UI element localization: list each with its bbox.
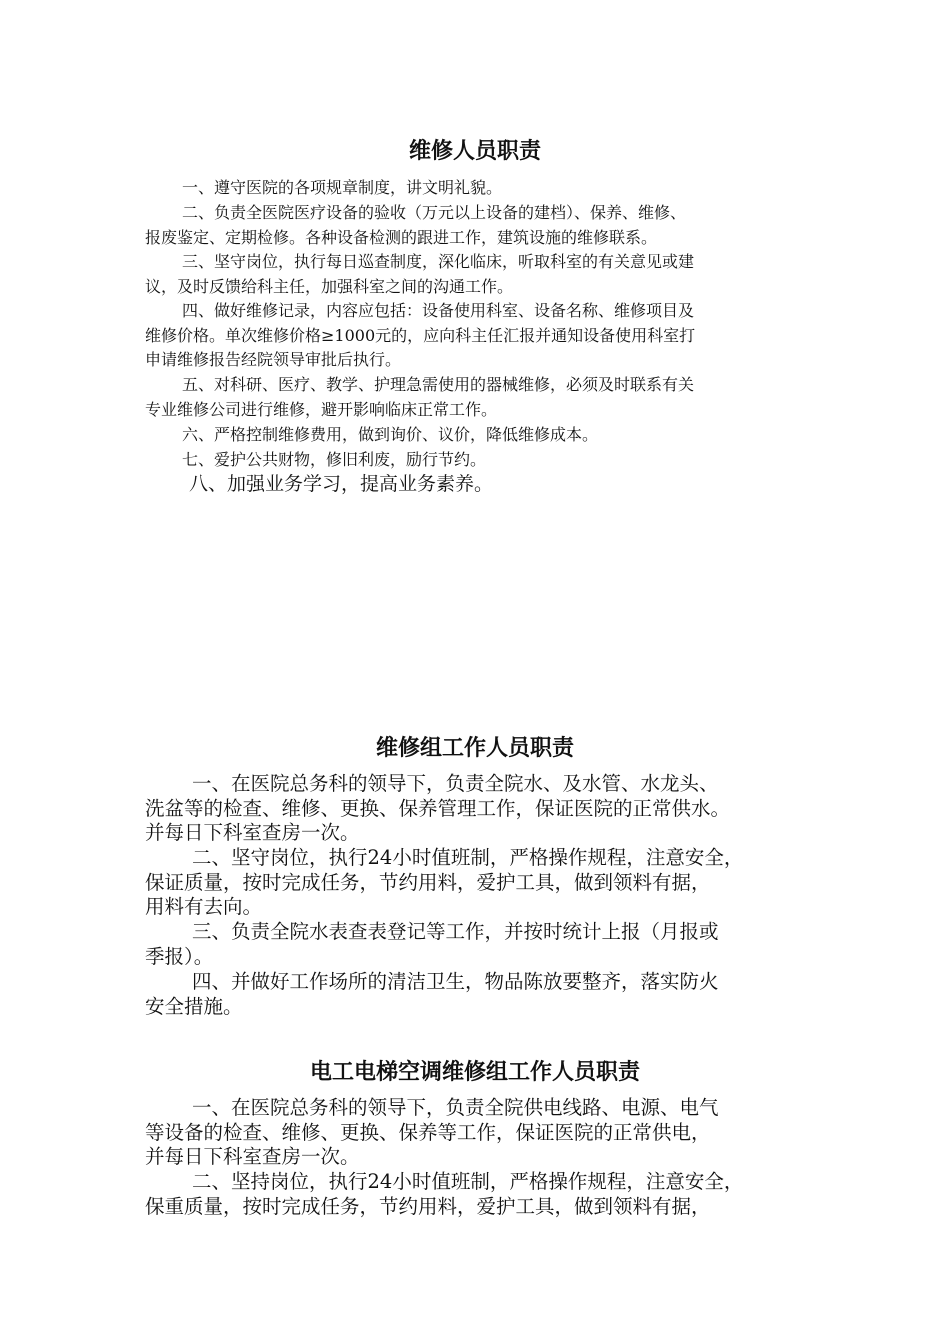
text-line: 申请维修报告经院领导审批后执行。	[145, 350, 402, 369]
text-line: 等设备的检查、维修、更换、保养等工作，保证医院的正常供电，	[145, 1120, 711, 1144]
text-line: 用料有去向。	[145, 895, 263, 918]
text-line: 三、负责全院水表查表登记等工作，并按时统计上报（月报或	[192, 920, 719, 943]
text-line: 维修价格。单次维修价格≥1000元的，应向科主任汇报并通知设备使用科室打	[145, 325, 696, 345]
paragraph-4	[145, 970, 825, 1019]
text-line: 议，及时反馈给科主任，加强科室之间的沟通工作。	[145, 276, 514, 296]
section-title: 维修组工作人员职责	[375, 736, 574, 761]
text-line: 七、爱护公共财物，修旧利废，励行节约。	[182, 450, 487, 469]
section-title: 电工电梯空调维修组工作人员职责	[309, 1060, 640, 1085]
text-line: 六、严格控制维修费用，做到询价、议价，降低维修成本。	[182, 425, 599, 444]
text-line: 专业维修公司进行维修，避开影响临床正常工作。	[145, 399, 498, 419]
text-line: 保证质量，按时完成任务，节约用料，爱护工具，做到领料有据，	[145, 870, 711, 894]
text-line: 二、坚持岗位，执行24小时值班制，严格操作规程，注意安全，	[192, 1170, 744, 1193]
text-line: 安全措施。	[145, 994, 243, 1018]
paragraph-4	[145, 299, 825, 373]
paragraph-5	[145, 373, 825, 422]
text-line: 二、负责全医院医疗设备的验收（万元以上设备的建档）、保养、维修、	[182, 203, 687, 222]
text-line: 一、在医院总务科的领导下，负责全院水、及水管、水龙头、	[192, 772, 719, 795]
text-line: 八、加强业务学习，提高业务素养。	[189, 473, 494, 495]
paragraph-2	[145, 846, 825, 920]
text-line: 二、坚守岗位，执行24小时值班制，严格操作规程，注意安全，	[192, 846, 744, 869]
paragraph-1	[145, 772, 825, 846]
text-line: 一、在医院总务科的领导下，负责全院供电线路、电源、电气	[192, 1096, 719, 1119]
text-line: 报废鉴定、定期检修。各种设备检测的跟进工作，建筑设施的维修联系。	[145, 227, 658, 247]
text-line: 保重质量，按时完成任务，节约用料，爱护工具，做到领料有据，	[145, 1194, 711, 1218]
text-line: 并每日下科室查房一次。	[145, 1145, 360, 1168]
paragraph-1	[145, 176, 825, 201]
text-line: 并每日下科室查房一次。	[145, 821, 360, 844]
text-line: 一、遵守医院的各项规章制度，讲文明礼貌。	[182, 178, 503, 197]
text-line: 五、对科研、医疗、教学、护理急需使用的器械维修，必须及时联系有关	[182, 375, 695, 394]
paragraph-3	[145, 920, 825, 969]
text-line: 季报）。	[145, 944, 214, 968]
text-line: 三、坚守岗位，执行每日巡查制度，深化临床，听取科室的有关意见或建	[182, 252, 695, 271]
paragraph-1	[145, 1096, 825, 1170]
text-line: 四、做好维修记录，内容应包括：设备使用科室、设备名称、维修项目及	[182, 301, 695, 320]
text-line: 洗盆等的检查、维修、更换、保养管理工作，保证医院的正常供水。	[145, 796, 731, 820]
paragraph-2	[145, 201, 825, 250]
paragraph-3	[145, 250, 825, 299]
paragraph-2	[145, 1170, 825, 1219]
paragraph-8	[145, 472, 825, 497]
paragraph-7	[145, 448, 825, 473]
text-line: 四、并做好工作场所的清洁卫生，物品陈放要整齐，落实防火	[192, 970, 719, 993]
paragraph-6	[145, 423, 825, 448]
section-title: 维修人员职责	[408, 139, 541, 164]
